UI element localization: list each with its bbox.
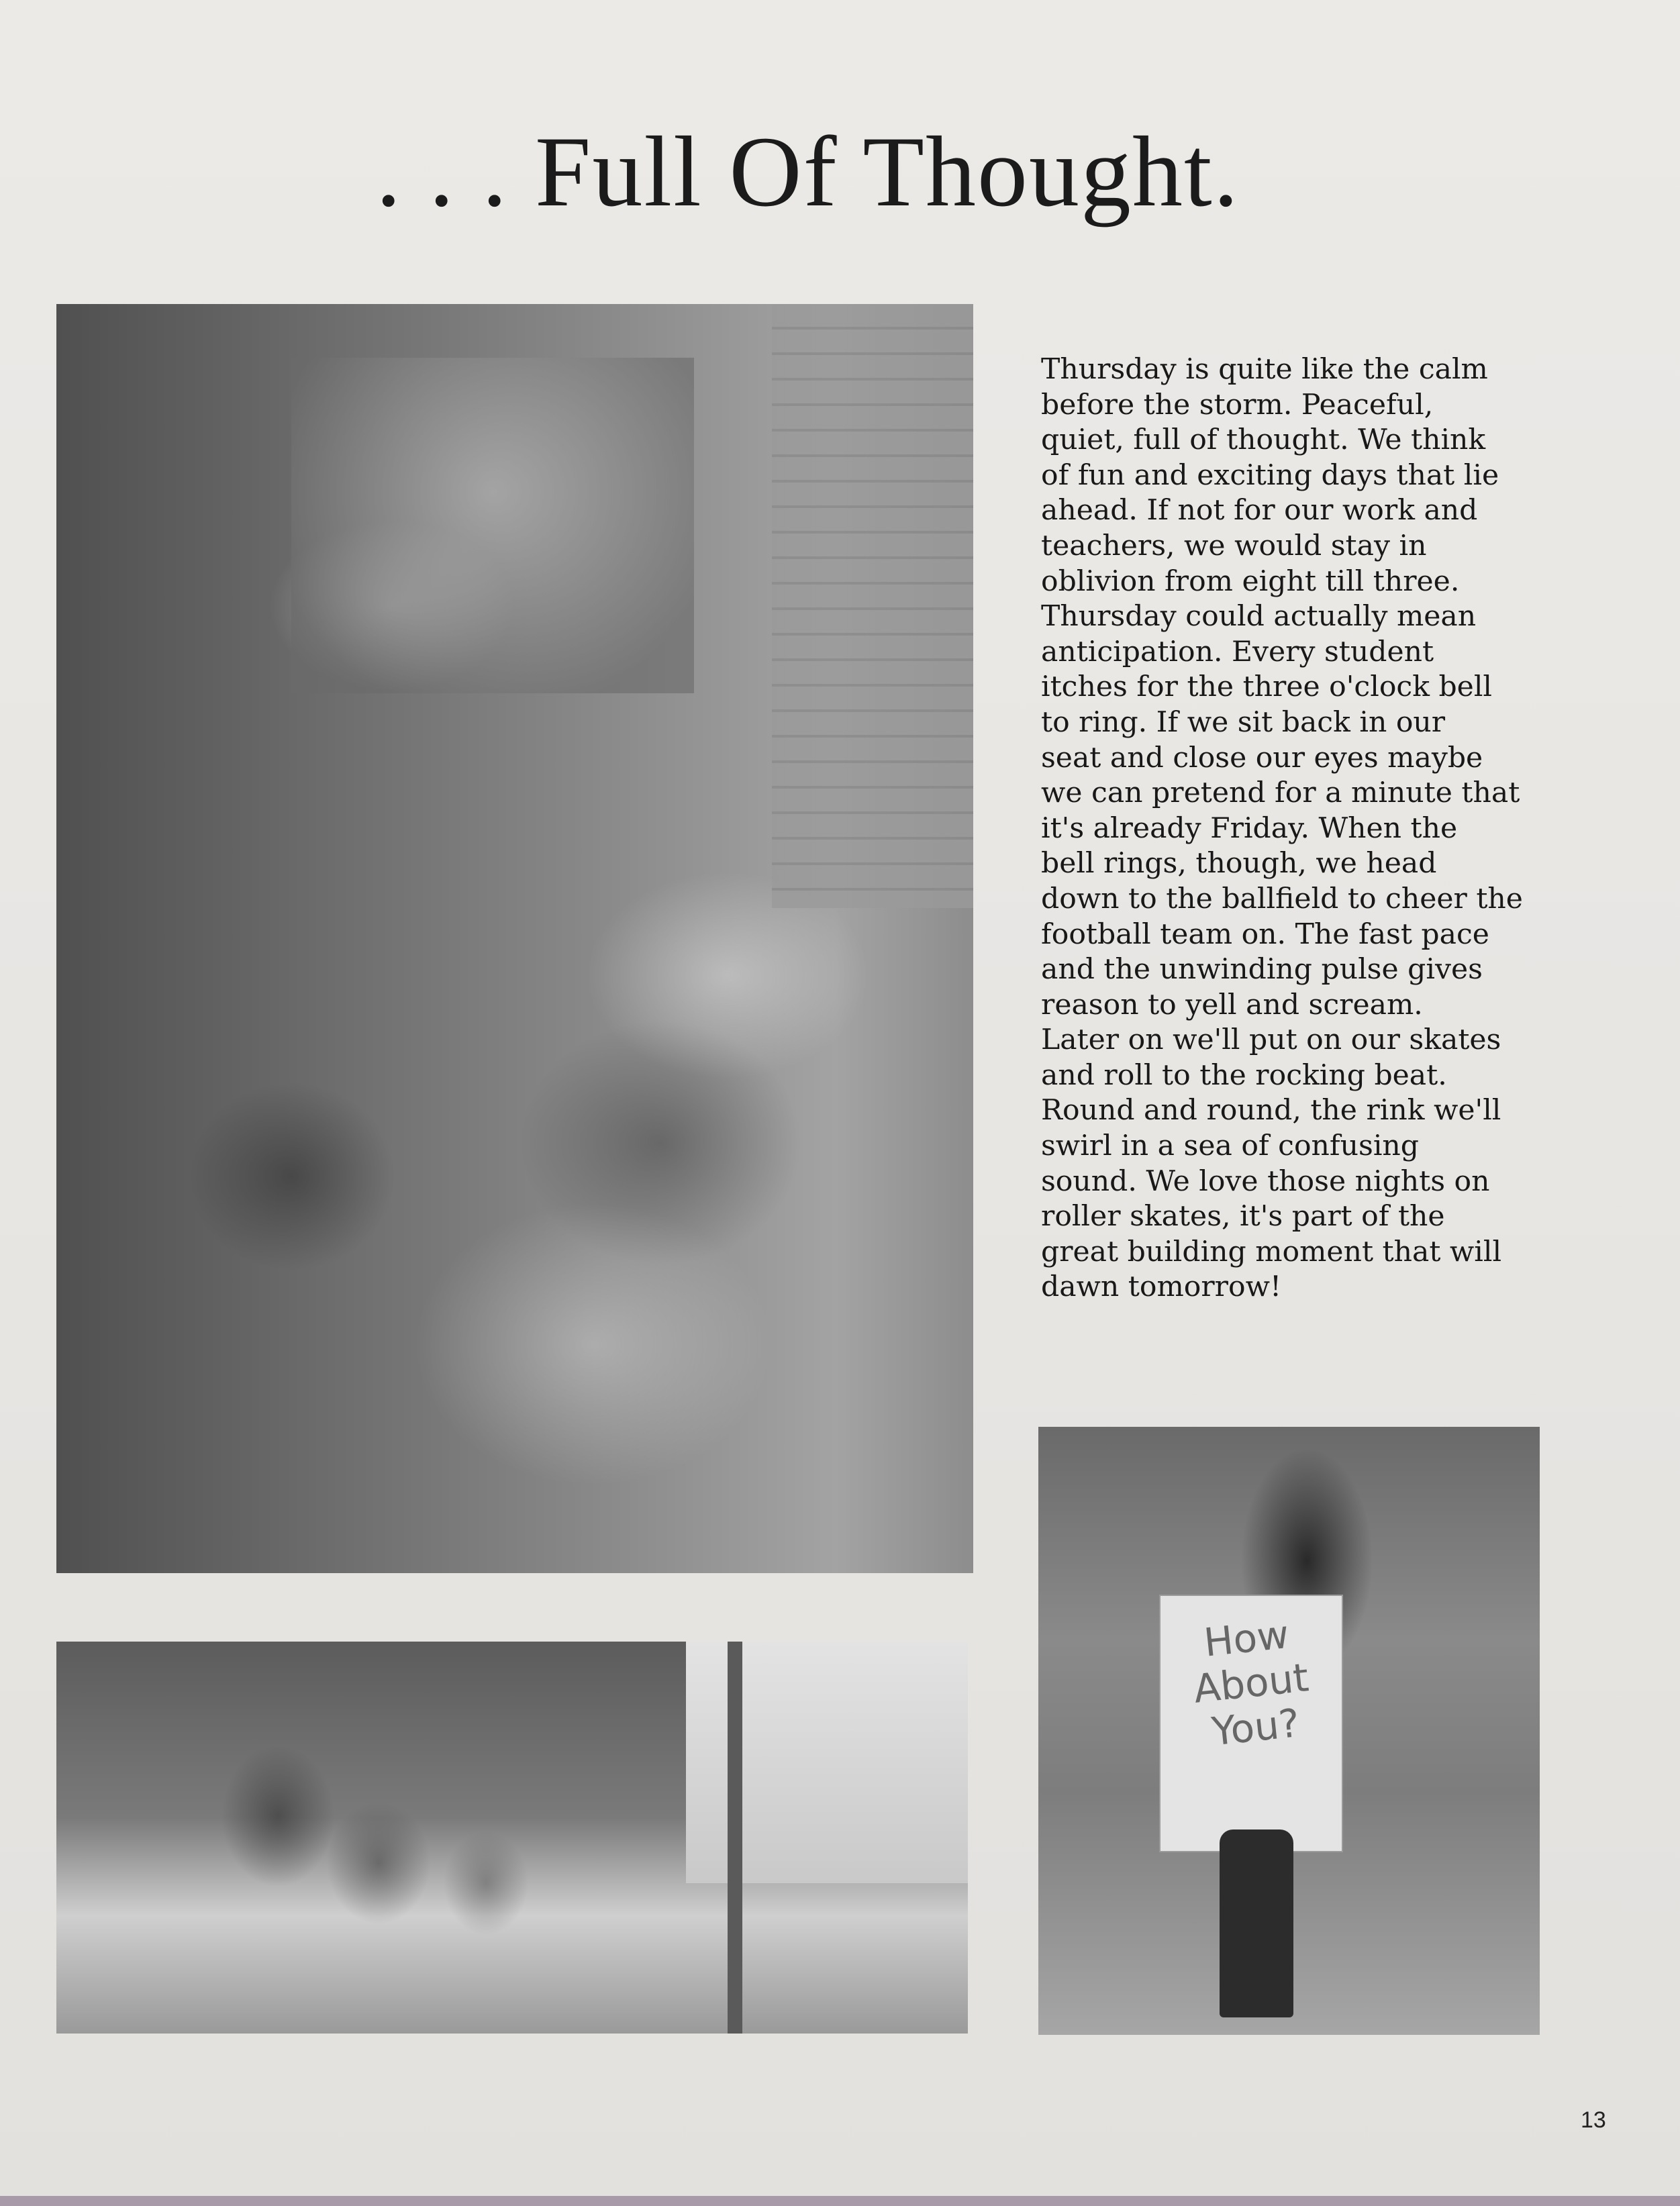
hallway-wall	[772, 304, 973, 908]
person-silhouette	[1220, 1829, 1293, 2017]
body-line: swirl in a sea of confusing	[1041, 1130, 1420, 1163]
body-line: itches for the three o'clock bell	[1041, 670, 1493, 704]
body-line: football team on. The fast pace	[1041, 917, 1489, 951]
body-line: anticipation. Every student	[1041, 635, 1434, 668]
hallway-floor	[291, 358, 694, 693]
body-line: sound. We love those nights on	[1041, 1164, 1490, 1198]
body-line: and roll to the rocking beat.	[1041, 1058, 1447, 1092]
sign-line: About	[1191, 1654, 1311, 1712]
body-line: it's already Friday. When the	[1041, 811, 1458, 845]
body-line: Later on we'll put on our skates	[1041, 1023, 1501, 1057]
body-line: of fun and exciting days that lie	[1041, 458, 1499, 492]
sign-text	[1154, 1607, 1348, 1759]
body-line: dawn tomorrow!	[1041, 1270, 1282, 1304]
body-line: seat and close our eyes maybe	[1041, 741, 1483, 774]
body-line: teachers, we would stay in	[1041, 529, 1427, 562]
handwritten-sign	[1159, 1595, 1343, 1852]
body-line: Thursday could actually mean	[1041, 600, 1477, 634]
sign-holder-photo	[1038, 1427, 1540, 2035]
body-line: we can pretend for a minute that	[1041, 776, 1520, 810]
body-line: before the storm. Peaceful,	[1041, 388, 1434, 421]
page-edge	[0, 2196, 1680, 2206]
bleachers-pole	[728, 1642, 742, 2034]
sign-line: How	[1201, 1611, 1291, 1666]
body-line: bell rings, though, we head	[1041, 847, 1437, 881]
page-number: 13	[1581, 2107, 1606, 2133]
body-line: ahead. If not for our work and	[1041, 494, 1478, 528]
body-line: down to the ballfield to cheer the	[1041, 882, 1523, 915]
body-line: Round and round, the rink we'll	[1041, 1094, 1501, 1127]
page-title: . . . Full Of Thought.	[376, 116, 1240, 228]
body-line: quiet, full of thought. We think	[1041, 423, 1486, 457]
body-line: reason to yell and scream.	[1041, 988, 1423, 1021]
body-line: great building moment that will	[1041, 1235, 1502, 1268]
body-line: to ring. If we sit back in our	[1041, 705, 1446, 739]
sign-line: You?	[1209, 1700, 1302, 1755]
body-line: oblivion from eight till three.	[1041, 564, 1460, 598]
body-line: and the unwinding pulse gives	[1041, 953, 1483, 987]
hallway-students-photo	[56, 304, 973, 1573]
body-line: Thursday is quite like the calm	[1041, 353, 1488, 386]
body-line: roller skates, it's part of the	[1041, 1200, 1445, 1234]
bleachers-students-photo	[56, 1642, 968, 2034]
body-text	[1041, 352, 1565, 1305]
